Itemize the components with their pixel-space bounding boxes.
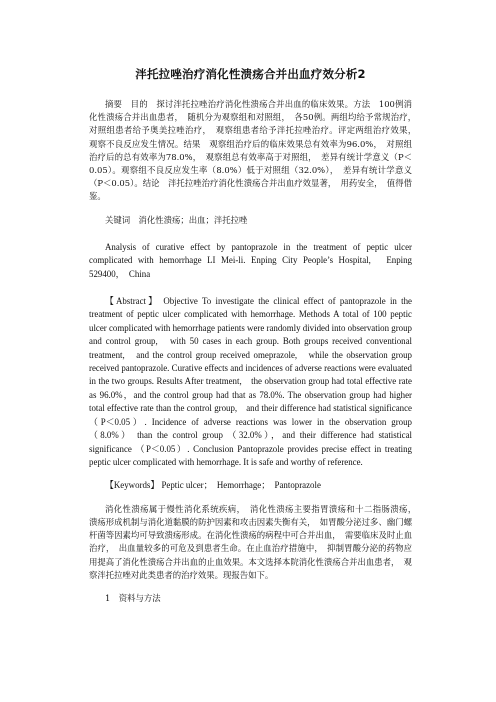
- introduction-paragraph: 消化性溃疡属于慢性消化系统疾病， 消化性溃疡主要指胃溃疡和十二指肠溃疡， 溃疡形成机制与消化道黏膜的防护因素和攻击因素失衡有关， 如胃酸分泌过多、幽门螺杆菌等因素均可导致溃疡形成。在消化性溃疡的病程中可合并出血， 需要临床及时止血治疗， 出血量较多的可危及到患者生命。在止血治疗措施中， 抑制胃酸分泌的药物应用提高了消化性溃疡合并出血的止血效果。本文选择本院消化性溃疡合并出血患者， 观察泮托拉唑对此类患者的治疗效果。现报告如下。: [89, 503, 421, 580]
- abstract-chinese: 摘要 目的 探讨泮托拉唑治疗消化性溃疡合并出血的临床效果。方法 100例消化性溃疡合并出血患者， 随机分为观察组和对照组， 各50例。两组均给予常规治疗， 对照组患者给予奥美拉唑治疗， 观察组患者给予泮托拉唑治疗。评定两组治疗效果， 观察不良反应发生情况。结果 观察组治疗后的临床效果总有效率为96.0%， 对照组治疗后的总有效率为78.0%， 观察组总有效率高于对照组， 差异有统计学意义（P＜0.05）。观察组不良反应发生率（8.0%）低于对照组（32.0%）， 差异有统计学意义（P＜0.05）。结论 泮托拉唑治疗消化性溃疡合并出血疗效显著， 用药安全， 值得借鉴。: [89, 99, 421, 202]
- english-title-author: Analysis of curative effect by pantoprazole in the treatment of peptic ulcer complicated with hemorrhage LI Mei-li. Enping City People’s Hospital, Enping 529400， China: [89, 241, 412, 279]
- keywords-english: 【Keywords】 Peptic ulcer； Hemorrhage； Pantoprazole: [105, 480, 321, 491]
- section-heading: 1 资料与方法: [105, 592, 161, 603]
- keywords-chinese: 关键词 消化性溃疡；出血；泮托拉唑: [105, 214, 248, 225]
- paper-title: 泮托拉唑治疗消化性溃疡合并出血疗效分析2: [135, 67, 366, 81]
- abstract-english: 【Abstract】 Objective To investigate the clinical effect of pantoprazole in the treatment of peptic ulcer complicated with hemorrhage. Methods A total of 100 peptic ulcer complicated with hemorrhage patients were randomly divided into observation group and control group, with 50 cases in each group. Both groups received conventional treatment, and the control group received omeprazole, while the observation group received pantoprazole. Curative effects and incidences of adverse reactions were evaluated in the two groups. Results After treatment, the observation group had total effective rate as 96.0%，and the control group had that as 78.0%. The observation group had higher total effective rate than the control group, and their difference had statistical significance （P＜0.05）. Incidence of adverse reactions was lower in the observation group （8.0%） than the control group （32.0%），and their difference had statistical significance （P＜0.05）. Conclusion Pantoprazole provides precise effect in treating peptic ulcer complicated with hemorrhage. It is safe and worthy of reference.: [89, 296, 412, 467]
